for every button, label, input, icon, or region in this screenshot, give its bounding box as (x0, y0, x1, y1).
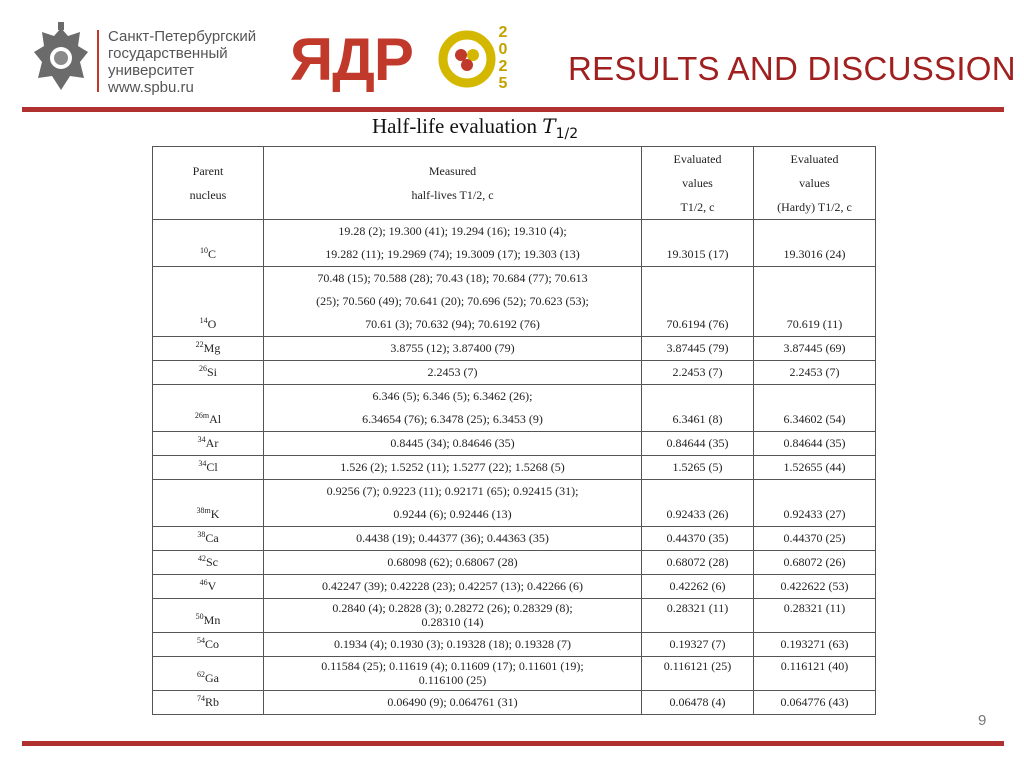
measured-line: 0.9256 (7); 0.9223 (11); 0.92171 (65); 0.92415 (31); (326, 484, 579, 498)
slide-header (0, 0, 1024, 112)
header-evaluated (642, 147, 754, 220)
measured-line: 0.2840 (4); 0.2828 (3); 0.28272 (26); 0.28329 (8); (332, 601, 573, 615)
measured-cell (264, 337, 642, 361)
nucleus-cell (153, 551, 264, 575)
caption-text: Half-life evaluation (372, 114, 543, 138)
hardy-cell: 3.87445 (69) (754, 337, 876, 361)
nucleus-cell (153, 691, 264, 715)
element-symbol: Co (204, 637, 219, 651)
element-symbol: Cl (206, 460, 218, 474)
mass-number: 34 (198, 459, 207, 468)
measured-cell (264, 575, 642, 599)
measured-cell (264, 633, 642, 657)
university-line: университет (108, 62, 194, 79)
hardy-cell: 0.92433 (27) (754, 480, 876, 527)
header-evaluated-hardy (754, 147, 876, 220)
evaluated-cell: 2.2453 (7) (642, 361, 754, 385)
measured-cell (264, 691, 642, 715)
element-symbol: Ca (205, 531, 219, 545)
evaluated-cell: 0.92433 (26) (642, 480, 754, 527)
hardy-cell: 6.34602 (54) (754, 385, 876, 432)
element-symbol: Si (206, 365, 217, 379)
mass-number: 62 (197, 670, 205, 679)
measured-cell (264, 551, 642, 575)
evaluated-cell: 0.28321 (11) (642, 599, 754, 633)
nucleus-cell (153, 575, 264, 599)
mass-number: 34 (197, 435, 206, 444)
footer-divider (22, 741, 1004, 746)
table-caption (372, 114, 578, 142)
measured-line: 70.48 (15); 70.588 (28); 70.43 (18); 70.684 (77); 70.613 (317, 271, 588, 285)
caption-symbol: T (542, 114, 556, 138)
element-symbol: Sc (206, 555, 218, 569)
table-row (153, 432, 876, 456)
university-url: www.spbu.ru (108, 79, 194, 96)
year-digit: 2 (498, 24, 508, 41)
header-text: Evaluated (790, 152, 839, 166)
nucleus-cell (153, 456, 264, 480)
measured-line: 0.116100 (25) (418, 673, 487, 687)
hardy-cell: 0.28321 (11) (754, 599, 876, 633)
table-row (153, 527, 876, 551)
header-measured (264, 147, 642, 220)
header-divider (22, 107, 1004, 112)
nucleus-cell (153, 599, 264, 633)
hardy-cell: 0.68072 (26) (754, 551, 876, 575)
table-row (153, 361, 876, 385)
header-text: (Hardy) T1/2, c (777, 200, 852, 214)
measured-cell (264, 456, 642, 480)
header-text: Parent (192, 164, 224, 178)
nucleus-cell (153, 220, 264, 267)
element-symbol: C (207, 247, 216, 261)
measured-line: 2.2453 (7) (427, 365, 478, 379)
measured-line: 19.28 (2); 19.300 (41); 19.294 (16); 19.310 (4); (338, 224, 567, 238)
hardy-cell: 0.84644 (35) (754, 432, 876, 456)
year-digit: 0 (498, 41, 508, 58)
hardy-cell: 0.064776 (43) (754, 691, 876, 715)
element-symbol: Mg (203, 341, 221, 355)
element-symbol: K (210, 507, 220, 521)
measured-cell (264, 385, 642, 432)
header-text: Evaluated (673, 152, 722, 166)
mass-number: 42 (198, 554, 206, 563)
measured-line: 0.28310 (14) (421, 615, 484, 629)
year-digit: 2 (498, 58, 508, 75)
mass-number: 22 (195, 340, 204, 349)
mass-number: 74 (196, 694, 205, 703)
element-symbol: Mn (203, 613, 221, 627)
element-symbol: Al (209, 412, 222, 426)
evaluated-cell: 0.44370 (35) (642, 527, 754, 551)
evaluated-cell: 0.68072 (28) (642, 551, 754, 575)
nucleus-cell (153, 267, 264, 337)
nucleus-cell (153, 432, 264, 456)
slide-title: RESULTS AND DISCUSSION (568, 50, 1016, 87)
element-symbol: V (207, 579, 217, 593)
measured-cell (264, 267, 642, 337)
mass-number: 10 (199, 246, 208, 255)
measured-line: 0.06490 (9); 0.064761 (31) (387, 695, 518, 709)
hardy-cell: 0.422622 (53) (754, 575, 876, 599)
nucleus-cell (153, 480, 264, 527)
evaluated-cell: 0.42262 (6) (642, 575, 754, 599)
nucleus-cell (153, 657, 264, 691)
hardy-cell: 0.193271 (63) (754, 633, 876, 657)
table-row (153, 385, 876, 432)
measured-line: 1.526 (2); 1.5252 (11); 1.5277 (22); 1.5268 (5) (340, 460, 565, 474)
evaluated-cell: 19.3015 (17) (642, 220, 754, 267)
table-row (153, 633, 876, 657)
university-line: Санкт-Петербургский (108, 28, 257, 45)
measured-cell (264, 220, 642, 267)
measured-line: 0.42247 (39); 0.42228 (23); 0.42257 (13); 0.42266 (6) (322, 579, 583, 593)
mass-number: 14 (199, 316, 208, 325)
measured-line: 0.1934 (4); 0.1930 (3); 0.19328 (18); 0.19328 (7) (334, 637, 571, 651)
table-row (153, 456, 876, 480)
measured-line: 0.4438 (19); 0.44377 (36); 0.44363 (35) (356, 531, 549, 545)
year-digit: 5 (498, 75, 508, 92)
measured-cell (264, 657, 642, 691)
table-row (153, 691, 876, 715)
measured-cell (264, 599, 642, 633)
table-header-row (153, 147, 876, 220)
header-parent-nucleus (153, 147, 264, 220)
nucleus-cell (153, 633, 264, 657)
hardy-cell: 0.116121 (40) (754, 657, 876, 691)
table-row (153, 657, 876, 691)
spbu-emblem-icon (30, 22, 92, 96)
evaluated-cell: 6.3461 (8) (642, 385, 754, 432)
university-line: государственный (108, 45, 228, 62)
evaluated-cell: 1.5265 (5) (642, 456, 754, 480)
evaluated-cell: 0.19327 (7) (642, 633, 754, 657)
table-row (153, 220, 876, 267)
measured-line: 0.9244 (6); 0.92446 (13) (393, 507, 512, 521)
hardy-cell: 2.2453 (7) (754, 361, 876, 385)
nucleus-cell (153, 337, 264, 361)
page-number: 9 (978, 712, 987, 729)
table-row (153, 575, 876, 599)
measured-cell (264, 361, 642, 385)
measured-cell (264, 432, 642, 456)
header-text: values (799, 176, 830, 190)
table-row (153, 480, 876, 527)
header-text: Measured (428, 164, 477, 178)
nucleus-cell (153, 361, 264, 385)
hardy-cell: 0.44370 (25) (754, 527, 876, 551)
evaluated-cell: 3.87445 (79) (642, 337, 754, 361)
mass-number: 38m (196, 506, 211, 515)
header-text: nucleus (189, 188, 227, 202)
table-row (153, 337, 876, 361)
evaluated-cell: 70.6194 (76) (642, 267, 754, 337)
evaluated-cell: 0.06478 (4) (642, 691, 754, 715)
measured-line: 0.68098 (62); 0.68067 (28) (387, 555, 518, 569)
table-row (153, 599, 876, 633)
conference-logo-text: ЯДР (290, 26, 413, 93)
mass-number: 46 (199, 578, 208, 587)
measured-line: 6.346 (5); 6.346 (5); 6.3462 (26); (372, 389, 533, 403)
measured-line: 3.8755 (12); 3.87400 (79) (390, 341, 515, 355)
header-text: values (682, 176, 713, 190)
measured-cell (264, 527, 642, 551)
element-symbol: Rb (204, 695, 219, 709)
nucleus-cell (153, 385, 264, 432)
measured-line: 0.11584 (25); 0.11619 (4); 0.11609 (17); 0.11601 (19); (321, 659, 584, 673)
element-symbol: Ga (205, 671, 219, 685)
measured-line: 0.8445 (34); 0.84646 (35) (390, 436, 515, 450)
mass-number: 50 (195, 612, 204, 621)
hardy-cell: 19.3016 (24) (754, 220, 876, 267)
measured-line: (25); 70.560 (49); 70.641 (20); 70.696 (52); 70.623 (53); (316, 294, 589, 308)
half-life-table (152, 146, 876, 715)
mass-number: 26 (198, 364, 207, 373)
element-symbol: O (207, 317, 217, 331)
hardy-cell: 70.619 (11) (754, 267, 876, 337)
hardy-cell: 1.52655 (44) (754, 456, 876, 480)
atom-circle-icon (438, 30, 496, 88)
logo-divider (97, 30, 99, 92)
header-text: T1/2, c (680, 200, 715, 214)
nucleus-cell (153, 527, 264, 551)
mass-number: 38 (197, 530, 206, 539)
header-text: half-lives T1/2, c (411, 188, 494, 202)
conference-year (494, 24, 512, 92)
evaluated-cell: 0.84644 (35) (642, 432, 754, 456)
element-symbol: Ar (205, 436, 219, 450)
measured-line: 19.282 (11); 19.2969 (74); 19.3009 (17); 19.303 (13) (325, 247, 580, 261)
table-body (153, 220, 876, 715)
measured-line: 6.34654 (76); 6.3478 (25); 6.3453 (9) (362, 412, 543, 426)
table-row (153, 267, 876, 337)
caption-subscript: 1/2 (555, 126, 579, 143)
measured-cell (264, 480, 642, 527)
evaluated-cell: 0.116121 (25) (642, 657, 754, 691)
mass-number: 54 (196, 636, 205, 645)
table-row (153, 551, 876, 575)
mass-number: 26m (194, 411, 210, 420)
measured-line: 70.61 (3); 70.632 (94); 70.6192 (76) (365, 317, 540, 331)
university-name (108, 28, 256, 96)
